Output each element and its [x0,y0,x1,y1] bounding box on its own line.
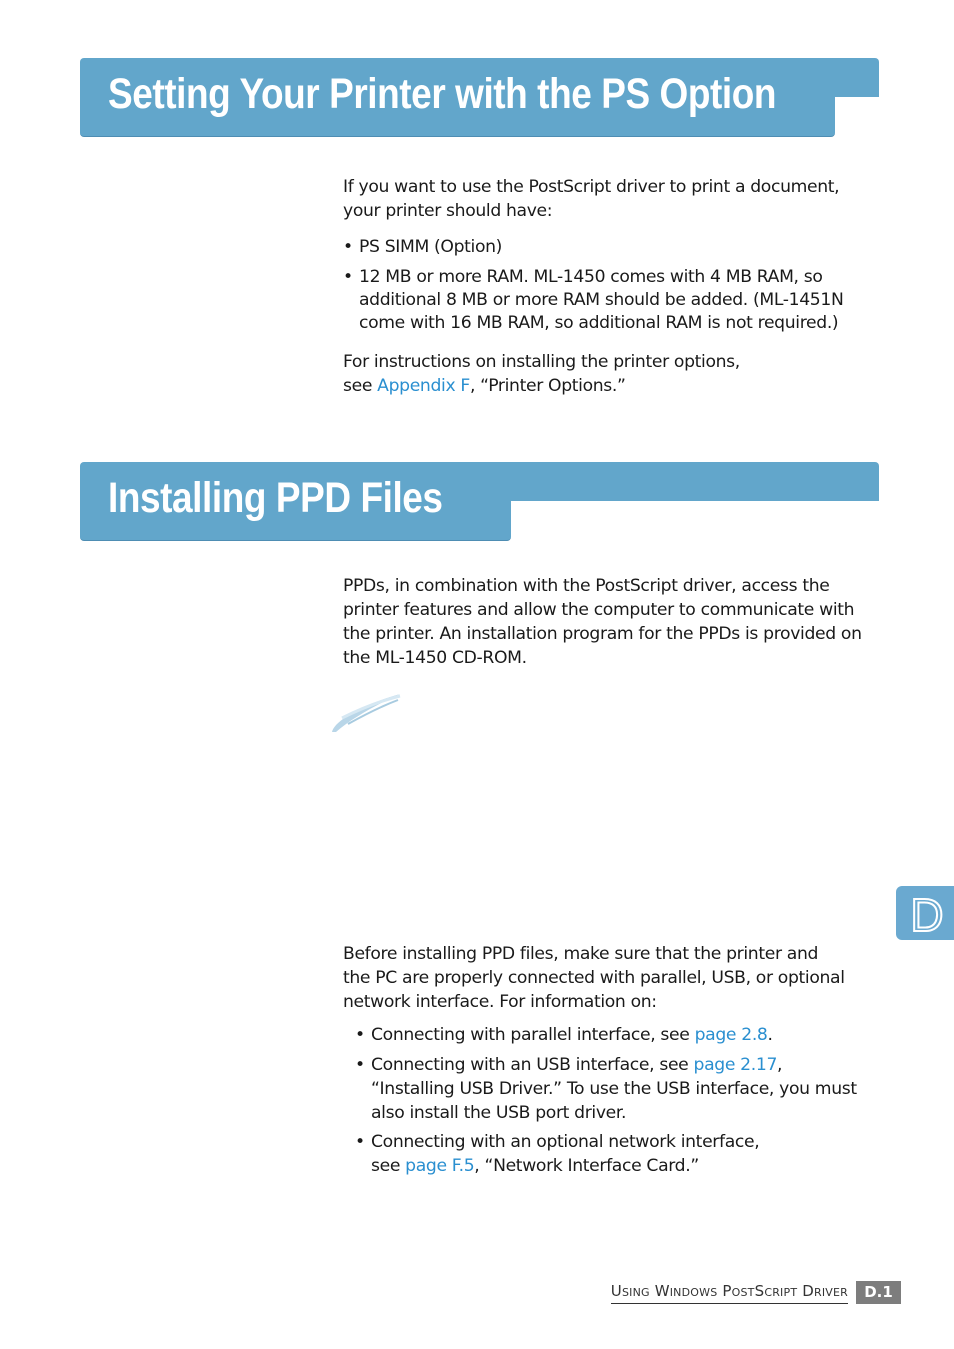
instructions-prefix: see [343,376,378,396]
list-item [343,236,883,259]
list-item-suffix: , “Network Interface Card.” [474,1156,699,1176]
footer-text: RIVER [813,1286,848,1299]
page-f-5-link[interactable]: page F.5 [405,1156,475,1176]
footer-text: CRIPT [764,1286,798,1299]
footer-text: W [654,1282,670,1300]
page-2-17-link[interactable]: page 2.17 [693,1055,778,1075]
description-line: the ML-1450 CD-ROM. [343,648,527,668]
chapter-letter: D [910,889,944,940]
ppd-description [343,574,862,670]
list-item [355,1130,885,1178]
running-footer [611,1281,848,1304]
list-item-text: additional 8 MB or more RAM should be added. (ML-1451N [359,290,844,310]
footer-text: U [610,1282,622,1300]
list-item-suffix: , [777,1055,783,1075]
paragraph-line: Before installing PPD files, make sure that the printer and [343,944,819,964]
bullet-dot: • [355,1055,365,1075]
footer-text: S [754,1282,765,1300]
paragraph-line: network interface. For information on: [343,992,657,1012]
list-item-text: Connecting with an optional network interface, [371,1132,760,1152]
footer-text: D [802,1282,814,1300]
bullet-dot: • [355,1132,365,1152]
page-number: D.1 [856,1281,901,1304]
description-line: PPDs, in combination with the PostScript driver, access the [343,576,830,596]
bullet-dot: • [355,1025,365,1045]
list-item-text: Connecting with parallel interface, see [371,1025,695,1045]
footer-text: INDOWS [669,1286,718,1299]
instructions-line: For instructions on installing the printer options, [343,352,740,372]
bullet-dot: • [343,267,353,287]
paragraph-line: the PC are properly connected with parallel, USB, or optional [343,968,845,988]
chapter-letter-icon [896,886,954,940]
list-item-suffix: . [767,1025,773,1045]
list-item [355,1053,885,1125]
footer-text: SING [621,1286,650,1299]
section-title-ppd: Installing PPD Files [108,474,443,522]
list-item [355,1023,885,1047]
appendix-f-link[interactable]: Appendix F [377,376,470,396]
list-item-text: see [371,1156,406,1176]
intro-paragraph [343,175,839,223]
description-line: printer features and allow the computer to communicate with [343,600,855,620]
footer-text: P [722,1282,732,1300]
list-item [343,266,883,335]
requirements-list [343,236,883,342]
footer-text: OST [731,1286,755,1299]
brush-stroke-icon [328,688,404,736]
description-line: the printer. An installation program for the PPDs is provided on [343,624,862,644]
bullet-dot: • [343,237,353,257]
list-item-text: come with 16 MB RAM, so additional RAM is not required.) [359,313,839,333]
list-item-text: also install the USB port driver. [371,1103,627,1123]
list-item-text: 12 MB or more RAM. ML-1450 comes with 4 MB RAM, so [359,267,823,287]
before-installing-paragraph [343,942,845,1014]
banner-tail [480,462,879,501]
intro-line: your printer should have: [343,201,553,221]
list-item-text: “Installing USB Driver.” To use the USB interface, you must [371,1079,857,1099]
page-2-8-link[interactable]: page 2.8 [694,1025,768,1045]
section-title-ps-option: Setting Your Printer with the PS Option [108,70,777,118]
instructions-suffix: , “Printer Options.” [469,376,626,396]
intro-line: If you want to use the PostScript driver to print a document, [343,177,840,197]
connection-list [355,1023,885,1185]
list-item-text: Connecting with an USB interface, see [371,1055,694,1075]
list-item-text: PS SIMM (Option) [359,237,503,257]
instructions-paragraph [343,350,740,398]
chapter-tab [896,886,954,940]
